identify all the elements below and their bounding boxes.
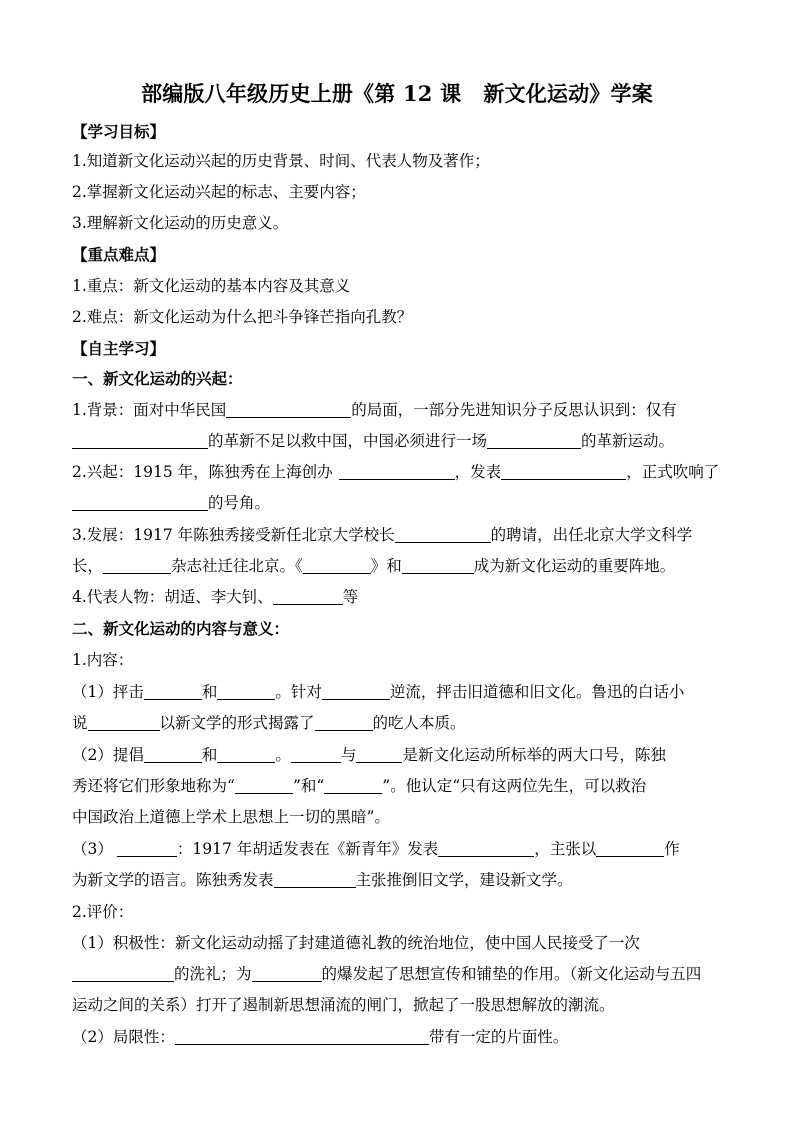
blank-field[interactable] [88, 714, 160, 731]
text: 带有一定的片面性。 [428, 1028, 569, 1046]
blank-field[interactable] [226, 401, 351, 418]
text: 的革新不足以救中国，中国必须进行一场 [208, 432, 488, 450]
text: 。针对 [275, 683, 322, 701]
text: 3.发展：1917 年陈独秀接受新任北京大学校长 [72, 526, 395, 544]
blank-field[interactable] [402, 557, 474, 574]
section2-heading: 二、新文化运动的内容与意义： [72, 619, 290, 638]
text: 长， [72, 557, 104, 575]
text: 作 [664, 840, 680, 858]
content-2-line-1 [72, 744, 732, 766]
evaluation-1-line-2 [72, 963, 732, 985]
text: 的局面，一部分先进知识分子反思认识到：仅有 [351, 401, 677, 419]
text: 1.背景：面对中华民国 [72, 401, 227, 419]
content-1-line-1 [72, 681, 732, 703]
blank-field[interactable] [103, 557, 171, 574]
text: 逆流，抨击旧道德和旧文化。鲁迅的白话小 [389, 683, 685, 701]
blank-field[interactable] [175, 1028, 429, 1045]
blank-field[interactable] [315, 714, 373, 731]
blank-field[interactable] [291, 746, 341, 763]
blank-field[interactable] [235, 777, 293, 794]
text: 的聘请，出任北京大学文科学 [490, 526, 693, 544]
text: （1）抨击 [72, 683, 144, 701]
text: ：1917 年胡适发表在《新青年》发表 [176, 840, 439, 858]
blank-field[interactable] [217, 683, 275, 700]
blank-field[interactable] [487, 432, 581, 449]
text: 说 [72, 714, 88, 732]
goal-item-2: 2.掌握新文化运动兴起的标志、主要内容； [72, 183, 366, 201]
text: ，发表 [454, 463, 502, 481]
text: 与 [340, 746, 357, 764]
blank-field[interactable] [274, 871, 356, 888]
text: 以新文学的形式揭露了 [159, 714, 315, 732]
goal-item-3: 3.理解新文化运动的历史意义。 [72, 214, 289, 232]
blank-field[interactable] [72, 432, 208, 449]
content-3-line-1 [72, 838, 732, 860]
text: 和 [201, 746, 218, 764]
self-study-heading: 【自主学习】 [72, 339, 166, 358]
text: 的革新运动。 [581, 432, 675, 450]
blank-field[interactable] [273, 588, 343, 605]
representatives-line [72, 586, 732, 608]
text: 和 [201, 683, 218, 701]
key-item-2: 2.难点：新文化运动为什么把斗争锋芒指向孔教？ [72, 308, 413, 326]
background-line-2 [72, 430, 732, 452]
evaluation-label: 2.评价： [72, 903, 134, 921]
background-line-1 [72, 399, 732, 421]
text: 成为新文化运动的重要阵地。 [473, 557, 676, 575]
content-1-line-2 [72, 712, 732, 734]
text: ”和“ [292, 777, 325, 795]
title-right: 新文化运动》学案 [483, 81, 653, 106]
blank-field[interactable] [596, 840, 664, 857]
blank-field[interactable] [395, 526, 491, 543]
text: 的吃人本质。 [372, 714, 466, 732]
text: ”。他认定“只有这两位先生，可以救治 [382, 777, 647, 795]
text: 秀还将它们形象地称为“ [72, 777, 235, 795]
text: 的爆发起了思想宣传和铺垫的作用。（新文化运动与五四 [321, 965, 702, 983]
blank-field[interactable] [217, 746, 275, 763]
text: 是新文化运动所标举的两大口号，陈独 [402, 746, 666, 764]
content-2-line-2 [72, 775, 732, 797]
blank-field[interactable] [501, 463, 626, 480]
evaluation-1-line-3: 运动之间的关系）打开了遏制新思想涌流的闸门，掀起了一股思想解放的潮流。 [72, 996, 615, 1014]
evaluation-1-line-1: （1）积极性：新文化运动动摇了封建道德礼教的统治地位，使中国人民接受了一次 [72, 934, 640, 952]
text: 主张推倒旧文学，建设新文学。 [355, 871, 573, 889]
blank-field[interactable] [438, 840, 534, 857]
blank-field[interactable] [356, 746, 402, 763]
blank-field[interactable] [339, 463, 455, 480]
blank-field[interactable] [72, 965, 174, 982]
blank-field[interactable] [117, 840, 177, 857]
goals-heading: 【学习目标】 [72, 122, 166, 141]
text: （3） [72, 840, 113, 858]
goal-item-1: 1.知道新文化运动兴起的历史背景、时间、代表人物及著作； [72, 152, 490, 170]
title-left: 部编版八年级历史上册《第 12 课 [141, 81, 462, 106]
rise-line-1 [72, 461, 732, 483]
develop-line-2 [72, 555, 732, 577]
evaluation-2-line-1 [72, 1026, 732, 1048]
section1-heading: 一、新文化运动的兴起： [72, 369, 243, 388]
text: 2.兴起：1915 年，陈独秀在上海创办 [72, 463, 333, 481]
blank-field[interactable] [252, 965, 322, 982]
blank-field[interactable] [324, 777, 382, 794]
page-title [0, 78, 794, 108]
text: ，主张以 [534, 840, 597, 858]
text: ，正式吹响了 [626, 463, 720, 481]
text: 的号角。 [208, 494, 271, 512]
text: 杂志社迁往北京。《 [171, 557, 303, 575]
key-item-1: 1.重点：新文化运动的基本内容及其意义 [72, 277, 351, 295]
key-heading: 【重点难点】 [72, 245, 166, 264]
text: （2）提倡 [72, 746, 144, 764]
blank-field[interactable] [72, 494, 208, 511]
develop-line-1 [72, 524, 732, 546]
content-2-line-3: 中国政治上道德上学术上思想上一切的黑暗”。 [72, 808, 390, 826]
rise-line-2 [72, 492, 732, 514]
blank-field[interactable] [303, 557, 371, 574]
content-3-line-2 [72, 869, 732, 891]
text: （2）局限性： [72, 1028, 175, 1046]
text: 的洗礼；为 [174, 965, 252, 983]
text: 》和 [370, 557, 402, 575]
blank-field[interactable] [144, 683, 202, 700]
text: 为新文学的语言。陈独秀发表 [72, 871, 274, 889]
text: 4.代表人物：胡适、李大钊、 [72, 588, 273, 606]
text: 等 [342, 588, 359, 606]
text: 。 [275, 746, 291, 764]
blank-field[interactable] [322, 683, 390, 700]
blank-field[interactable] [144, 746, 202, 763]
content-label: 1.内容： [72, 651, 134, 669]
